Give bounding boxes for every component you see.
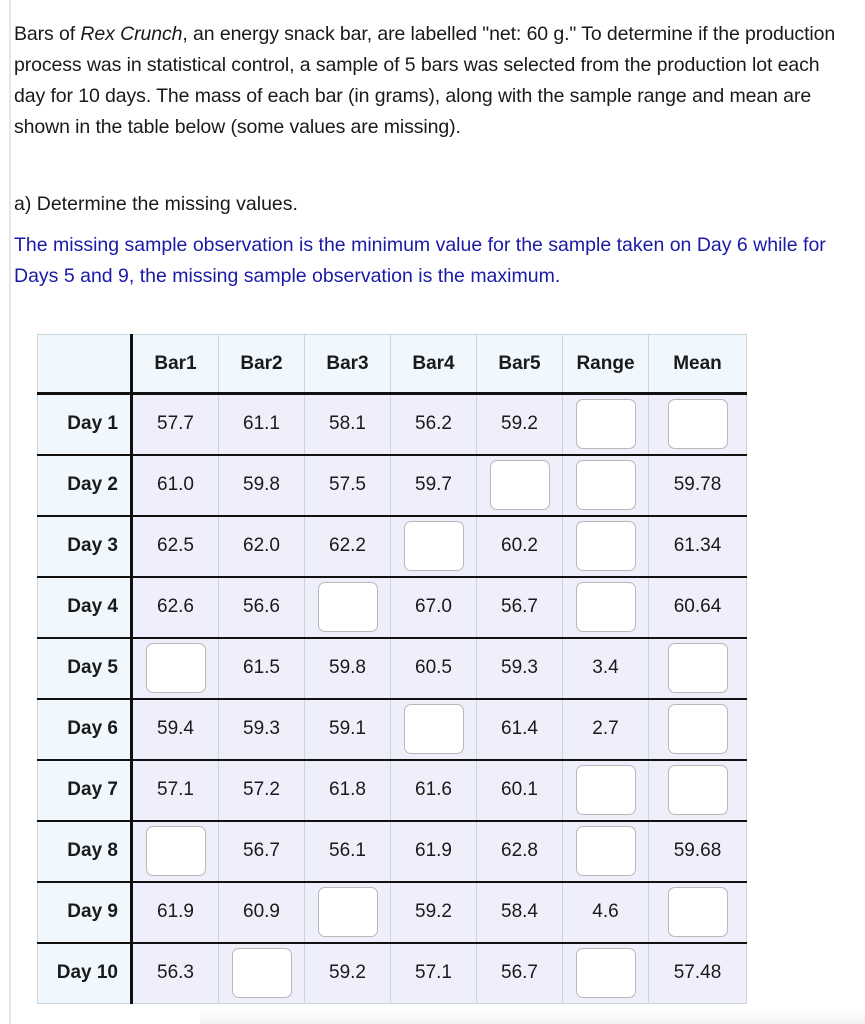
table-cell: 59.1 [305, 699, 391, 760]
table-cell: 59.8 [305, 638, 391, 699]
row-label: Day 6 [38, 699, 132, 760]
table-cell [649, 394, 747, 455]
bottom-shadow [200, 1010, 865, 1024]
answer-input[interactable] [404, 521, 464, 571]
table-row [38, 760, 747, 821]
table-cell: 57.7 [132, 394, 219, 455]
row-label: Day 10 [38, 943, 132, 1004]
table-cell [649, 882, 747, 943]
table-cell [305, 882, 391, 943]
answer-input[interactable] [668, 399, 728, 449]
table-cell: 62.6 [132, 577, 219, 638]
row-label: Day 4 [38, 577, 132, 638]
table-cell: 56.7 [477, 943, 563, 1004]
table-cell: 62.0 [219, 516, 305, 577]
answer-input[interactable] [576, 582, 636, 632]
table-row [38, 821, 747, 882]
table-row [38, 516, 747, 577]
table-cell: 62.2 [305, 516, 391, 577]
table-cell: 58.1 [305, 394, 391, 455]
answer-input[interactable] [668, 643, 728, 693]
table-cell: 59.8 [219, 455, 305, 516]
table-cell [563, 821, 649, 882]
table-cell: 67.0 [391, 577, 477, 638]
answer-input[interactable] [576, 826, 636, 876]
column-header: Bar2 [219, 335, 305, 394]
table-cell: 61.1 [219, 394, 305, 455]
table-cell: 62.5 [132, 516, 219, 577]
row-label: Day 7 [38, 760, 132, 821]
table-cell [649, 699, 747, 760]
answer-input[interactable] [490, 460, 550, 510]
table-cell: 60.64 [649, 577, 747, 638]
table-cell [563, 943, 649, 1004]
column-header: Bar1 [132, 335, 219, 394]
table-cell: 56.3 [132, 943, 219, 1004]
row-label: Day 1 [38, 394, 132, 455]
table-cell: 2.7 [563, 699, 649, 760]
table-cell [219, 943, 305, 1004]
table-cell: 62.8 [477, 821, 563, 882]
row-label: Day 8 [38, 821, 132, 882]
intro-text-start: Bars of [14, 23, 81, 45]
table-cell: 60.9 [219, 882, 305, 943]
table-cell: 59.2 [477, 394, 563, 455]
table-cell: 58.4 [477, 882, 563, 943]
table-cell: 57.1 [391, 943, 477, 1004]
table-cell: 60.1 [477, 760, 563, 821]
answer-input[interactable] [576, 521, 636, 571]
table-cell: 56.2 [391, 394, 477, 455]
table-cell [132, 638, 219, 699]
table-cell: 60.5 [391, 638, 477, 699]
table-row [38, 577, 747, 638]
column-header: Range [563, 335, 649, 394]
answer-input[interactable] [668, 765, 728, 815]
row-label: Day 2 [38, 455, 132, 516]
table-cell [649, 760, 747, 821]
table-cell: 59.2 [391, 882, 477, 943]
table-cell: 59.78 [649, 455, 747, 516]
column-header: Bar3 [305, 335, 391, 394]
header-corner [38, 335, 132, 394]
answer-input[interactable] [668, 887, 728, 937]
table-row [38, 699, 747, 760]
table-cell [305, 577, 391, 638]
answer-hint: The missing sample observation is the minimum value for the sample taken on Day 6 while for Days 5 and 9, the missing sample observation is the maximum. [14, 234, 826, 287]
table-row [38, 638, 747, 699]
table-cell [563, 577, 649, 638]
column-header: Mean [649, 335, 747, 394]
problem-statement [14, 19, 844, 143]
row-label: Day 3 [38, 516, 132, 577]
column-header: Bar5 [477, 335, 563, 394]
row-label: Day 9 [38, 882, 132, 943]
answer-input[interactable] [232, 948, 292, 998]
table-cell: 59.3 [477, 638, 563, 699]
answer-input[interactable] [576, 460, 636, 510]
answer-input[interactable] [576, 765, 636, 815]
column-header: Bar4 [391, 335, 477, 394]
table-cell: 61.5 [219, 638, 305, 699]
table-cell: 61.34 [649, 516, 747, 577]
table-cell [391, 699, 477, 760]
answer-input[interactable] [146, 826, 206, 876]
answer-input[interactable] [668, 704, 728, 754]
row-label: Day 5 [38, 638, 132, 699]
table-cell: 56.7 [477, 577, 563, 638]
table-cell: 59.2 [305, 943, 391, 1004]
table-cell: 59.4 [132, 699, 219, 760]
content-area [9, 0, 856, 1024]
table-cell [132, 821, 219, 882]
table-cell: 57.48 [649, 943, 747, 1004]
table-cell [477, 455, 563, 516]
table-body [38, 394, 747, 1004]
table-cell: 56.7 [219, 821, 305, 882]
table-cell: 61.0 [132, 455, 219, 516]
table-cell: 61.9 [132, 882, 219, 943]
table-cell: 61.4 [477, 699, 563, 760]
table-cell: 57.1 [132, 760, 219, 821]
intro-text-rest: , an energy snack bar, are labelled "net: 60 g." To determine if the production process was in statistical control, a sample of 5 bars was selected from the production lot each day for 10 days. The mass of each bar (in grams), along with the sample range and mean are shown in the table below (some values are missing). [14, 23, 836, 138]
header-row [38, 335, 747, 394]
table-cell [391, 516, 477, 577]
table-cell: 56.1 [305, 821, 391, 882]
table-cell [649, 638, 747, 699]
table-cell: 61.8 [305, 760, 391, 821]
answer-input[interactable] [404, 704, 464, 754]
table-cell [563, 455, 649, 516]
table-cell: 59.68 [649, 821, 747, 882]
answer-input[interactable] [576, 948, 636, 998]
table-cell: 61.9 [391, 821, 477, 882]
table-cell [563, 394, 649, 455]
product-name: Rex Crunch [80, 23, 183, 45]
table-row [38, 943, 747, 1004]
table-row [38, 455, 747, 516]
answer-input[interactable] [576, 399, 636, 449]
table-cell: 56.6 [219, 577, 305, 638]
table-cell: 61.6 [391, 760, 477, 821]
table-cell: 57.2 [219, 760, 305, 821]
answer-input[interactable] [318, 582, 378, 632]
answer-input[interactable] [318, 887, 378, 937]
answer-input[interactable] [146, 643, 206, 693]
table-cell: 59.7 [391, 455, 477, 516]
table-cell: 57.5 [305, 455, 391, 516]
question-a: a) Determine the missing values. [14, 193, 298, 215]
data-table [37, 334, 747, 1004]
table-row [38, 394, 747, 455]
table-cell [563, 760, 649, 821]
table-cell: 60.2 [477, 516, 563, 577]
table-cell [563, 516, 649, 577]
table-cell: 59.3 [219, 699, 305, 760]
table-cell: 4.6 [563, 882, 649, 943]
table-cell: 3.4 [563, 638, 649, 699]
table-row [38, 882, 747, 943]
